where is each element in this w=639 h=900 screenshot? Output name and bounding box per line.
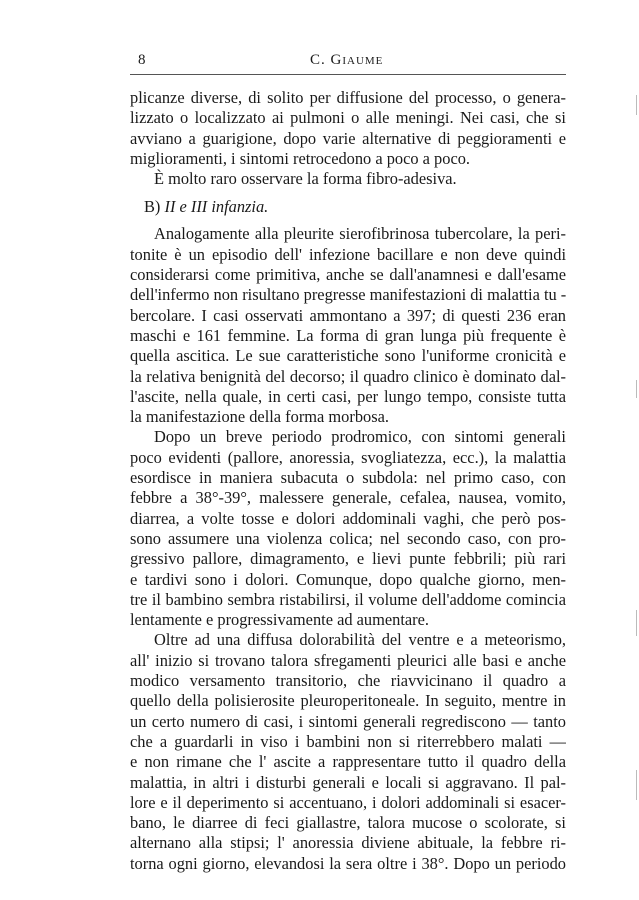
text-line: e tardivi sono i dolori. Comunque, dopo qualche giorno, men- bbox=[130, 569, 566, 589]
text-line: bercolare. I casi osservati ammontano a 397; di questi 236 eran bbox=[130, 305, 566, 325]
scan-edge-mark bbox=[636, 770, 637, 800]
text-line: lentamente e progressivamente ad aumentare. bbox=[130, 610, 429, 630]
text-line: Dopo un breve periodo prodromico, con sintomi generali bbox=[154, 427, 566, 447]
section-letter: B) bbox=[144, 197, 161, 217]
text-line: diarrea, a volte tosse e dolori addominali vaghi, che però pos- bbox=[130, 508, 566, 528]
text-line: poco evidenti (pallore, anoressia, svogliatezza, ecc.), la malattia bbox=[130, 447, 566, 467]
section-heading bbox=[130, 189, 566, 224]
text-line: lizzato o localizzato ai pulmoni o alle meningi. Nei casi, che si bbox=[130, 108, 566, 128]
text-line: torna ogni giorno, elevandosi la sera oltre i 38°. Dopo un periodo bbox=[130, 853, 566, 873]
text-line: alternano alla stipsi; l' anoressia diviene abituale, la febbre ri- bbox=[130, 833, 566, 853]
scan-edge-mark bbox=[636, 380, 637, 398]
page-header bbox=[130, 48, 566, 70]
text-line: la manifestazione della forma morbosa. bbox=[130, 407, 389, 427]
text-line: Analogamente alla pleurite sierofibrinosa tubercolare, la peri- bbox=[154, 224, 566, 244]
text-line: Oltre ad una diffusa dolorabilità del ventre e a meteorismo, bbox=[154, 630, 566, 650]
text-line: tre il bambino sembra ristabilirsi, il volume dell'addome comincia bbox=[130, 589, 566, 609]
scan-edge-mark bbox=[636, 95, 637, 115]
text-line: quella ascitica. Le sue caratteristiche sono l'uniforme cronicità e bbox=[130, 346, 566, 366]
text-block bbox=[130, 88, 566, 874]
page-number: 8 bbox=[138, 52, 146, 68]
text-line: e non rimane che l' ascite a rappresentare tutto il quadro della bbox=[130, 752, 566, 772]
text-line: lore e il deperimento si accentuano, i dolori addominali si esacer- bbox=[130, 792, 566, 812]
text-line: esordisce in maniera subacuta o subdola: nel primo caso, con bbox=[130, 468, 566, 488]
text-line: all' inizio si trovano talora sfregamenti pleurici alle basi e anche bbox=[130, 650, 566, 670]
text-line: sono assumere una violenza colica; nel secondo caso, con pro- bbox=[130, 528, 566, 548]
text-line: l'ascite, nella quale, in certi casi, per lungo tempo, consiste tutta bbox=[130, 386, 566, 406]
paragraph-4 bbox=[130, 427, 566, 630]
text-line: È molto raro osservare la forma fibro-adesiva. bbox=[154, 169, 457, 189]
running-head: C. Giaume bbox=[310, 52, 384, 68]
text-line: malattia, in altri i disturbi generali e locali si aggravano. Il pal- bbox=[130, 772, 566, 792]
text-line: tonite è un episodio dell' infezione bacillare e non deve quindi bbox=[130, 244, 566, 264]
text-line: che a guardarli in viso i bambini non si riterrebbero malati — bbox=[130, 731, 566, 751]
paragraph-3 bbox=[130, 224, 566, 427]
text-line: quello della polisierosite pleuroperitoneale. In seguito, mentre in bbox=[130, 691, 566, 711]
paragraph-1 bbox=[130, 88, 566, 169]
text-line: modico versamento transitorio, che riavvicinano il quadro a bbox=[130, 671, 566, 691]
text-line: considerarsi come primitiva, anche se dall'anamnesi e dall'esame bbox=[130, 265, 566, 285]
text-line: gressivo pallore, dimagramento, e lievi punte febbrili; più rari bbox=[130, 549, 566, 569]
header-rule bbox=[130, 74, 566, 75]
text-line: dell'infermo non risultano pregresse manifestazioni di malattia tu - bbox=[130, 285, 566, 305]
text-line: avviano a guarigione, dopo varie alternative di peggioramenti e bbox=[130, 128, 566, 148]
paragraph-5 bbox=[130, 630, 566, 874]
paragraph-2 bbox=[130, 169, 566, 189]
section-title: II e III infanzia. bbox=[164, 197, 269, 217]
text-line: febbre a 38°-39°, malessere generale, cefalea, nausea, vomito, bbox=[130, 488, 566, 508]
text-line: plicanze diverse, di solito per diffusione del processo, o genera- bbox=[130, 88, 566, 107]
scan-edge-mark bbox=[636, 610, 637, 636]
text-line: miglioramenti, i sintomi retrocedono a poco a poco. bbox=[130, 148, 471, 168]
text-line: maschi e 161 femmine. La forma di gran lunga più frequente è bbox=[130, 325, 566, 345]
text-line: bano, le diarree di feci giallastre, talora mucose o scolorate, si bbox=[130, 813, 566, 833]
text-line: la relativa benignità del decorso; il quadro clinico è dominato dal- bbox=[130, 366, 566, 386]
text-line: un certo numero di casi, i sintomi generali regrediscono — tanto bbox=[130, 711, 566, 731]
